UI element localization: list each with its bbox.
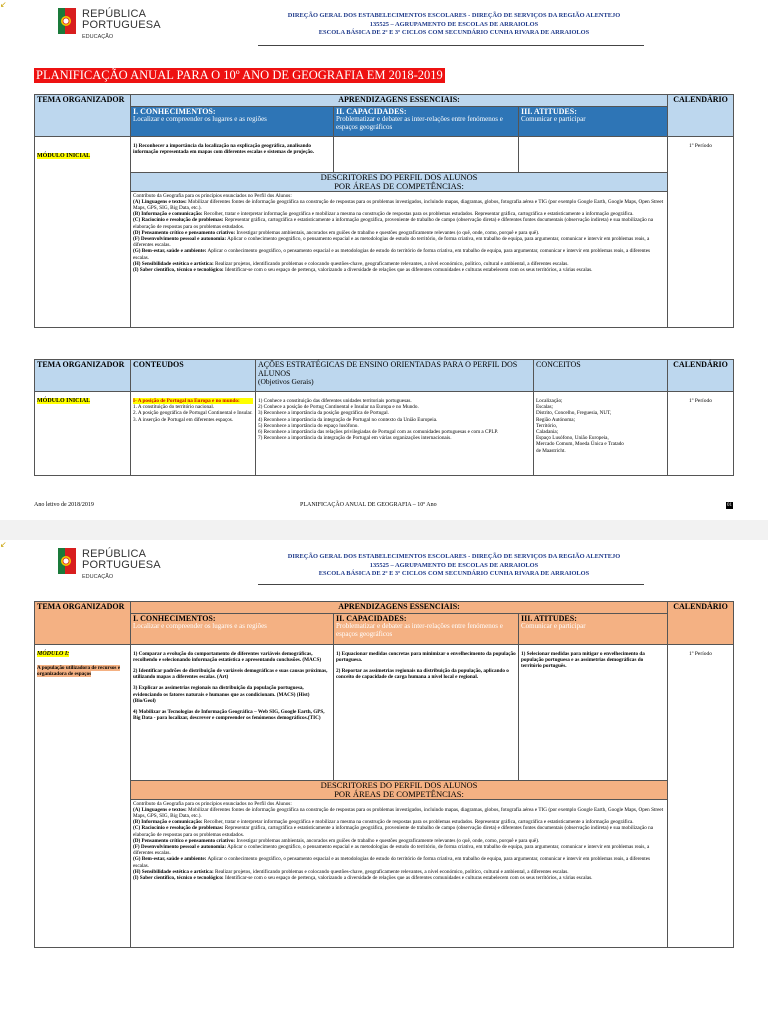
- descritor-g-text: Aplicar o conhecimento geográfico, o pensamento espacial e as metodologias de estudo do território de forma criativa, em trabalho de equipa, para argumentar, comunicar e intervir em problemas reais, a diferentes escalas.: [133, 856, 651, 869]
- descritores-header: [131, 172, 668, 191]
- document-page-2: [0, 540, 768, 1024]
- periodo-cell: 1º Período: [668, 644, 734, 947]
- conteudos-cell: [131, 392, 256, 476]
- conhecimentos-sub: Localizar e compreender os lugares e as regiões: [133, 622, 267, 630]
- modulo-desc-wrap: [37, 665, 128, 677]
- conceitos-header: CONCEITOS: [534, 360, 668, 392]
- descritor-c-text: Representar gráfica, cartográfica e estatisticamente a informação geográfica, proveniente de trabalho de campo (observação direta) e diferentes fontes documentais (observação indireta) e sua mobilização na elaboração de respostas para os problemas estudados.: [133, 825, 654, 838]
- descritor-f-label: (F) Desenvolvimento pessoal e autonomia:: [133, 235, 227, 242]
- capacidades-cell: [334, 644, 519, 780]
- republica-portuguesa-logo: [58, 8, 178, 42]
- periodo-cell: 1º Período: [668, 136, 734, 327]
- corner-marker-icon: ↙: [0, 540, 7, 549]
- logo-line-1: REPÚBLICA: [82, 548, 147, 560]
- tema-header: TEMA ORGANIZADOR: [35, 602, 131, 645]
- conceito-item: Distrito, Concelho, Freguesia, NUT,: [536, 410, 612, 417]
- descritor-f: [133, 844, 665, 856]
- descritor-a-label: (A) Linguagens e textos:: [133, 806, 187, 813]
- document-title: PLANIFICAÇÃO ANUAL PARA O 10º ANO DE GEOGRAFIA EM 2018-2019: [36, 68, 443, 82]
- descritor-b-text: Recolher, tratar e interpretar informação geográfica e mobilizar a mesma na construção de respostas para os problemas estudados. Representar gráfica, cartográfica e estatisticamente a informação geográfica.: [202, 211, 634, 218]
- descritores-body: [131, 191, 668, 327]
- aprendizagens-table-2: [34, 601, 734, 948]
- conceito-item: Território,: [536, 422, 558, 429]
- conhecimentos-header: [131, 613, 334, 644]
- conceito-item: Espaço Lusófono, União Europeia,: [536, 435, 609, 442]
- conhecimentos-label: I. CONHECIMENTOS:: [133, 106, 216, 116]
- conhecimentos-label: I. CONHECIMENTOS:: [133, 613, 216, 623]
- atitudes-label: III. ATITUDES:: [521, 613, 577, 623]
- modulo-cell: [35, 136, 131, 327]
- page-number: 01: [727, 503, 732, 508]
- acao-item: 6) Reconhece a importância das relações privilegiadas de Portugal com as comunidades portuguesas e com a CPLP.: [258, 429, 499, 436]
- capacidades-header: [334, 106, 519, 136]
- atitudes-cell: 1) Selecionar medidas para mitigar o envelhecimento da população portuguesa e as assimetrias demográficas do território português.: [519, 644, 668, 780]
- tema-header: TEMA ORGANIZADOR: [35, 95, 131, 137]
- conteudo-item-3: 3. A inserção de Portugal em diferentes espaços.: [133, 416, 234, 423]
- descritor-f-text: Aplicar o conhecimento geográfico, o pensamento espacial e as metodologias de estudo do território, de forma criativa, em trabalho de equipa, para argumentar, comunicar e intervir em problemas reais, a diferentes escalas.: [133, 235, 650, 249]
- atitudes-header: [519, 106, 668, 136]
- conceito-item: Mercado Comum, Moeda Única e Tratado: [536, 441, 624, 448]
- conceitos-cell: [534, 392, 668, 476]
- capacidade-item: 1) Equacionar medidas concretas para minimizar o envelhecimento da população portuguesa.: [336, 650, 516, 663]
- descritor-b-text: Recolher, tratar e interpretar informação geográfica e mobilizar a mesma na construção de respostas para os problemas estudados. Representar gráfica, cartográfica e estatisticamente a informação geográfica.: [202, 819, 634, 826]
- conhecimento-item: 4) Mobilizar as Tecnologias de Informação Geográfica – Web SIG, Google Earth, GPS, Big Data - para localizar, descrever e compreender os fenómenos demográficos.(TIC): [133, 708, 325, 722]
- aprendizagens-table: [34, 94, 734, 328]
- descritor-g-label: (G) Bem-estar, saúde e ambiente:: [133, 248, 207, 255]
- calendario-header-2: CALENDÁRIO: [668, 360, 734, 392]
- acao-item: 7) Reconhece a importância da integração de Portugal em várias organizações internacionais.: [258, 435, 452, 442]
- descritor-c: [133, 825, 665, 837]
- modulo-label: MÓDULO I:: [37, 650, 70, 657]
- descritor-h-label: (H) Sensibilidade estética e artística:: [133, 260, 214, 267]
- conhecimentos-header: [131, 106, 334, 136]
- conhecimento-item: 2) Identificar padrões de distribuição de variáveis demográficas e suas causas próximas, utilizando mapas a diferentes escalas. (Art): [133, 667, 328, 681]
- descritor-d-text: Investigar problemas ambientais, ancorados em guiões de trabalho e questões geograficamente relevantes (o quê, onde, como, porquê e para quê).: [235, 229, 540, 236]
- descritor-d-label: (D) Pensamento crítico e pensamento criativo:: [133, 229, 236, 236]
- conceito-item: Localização;: [536, 398, 563, 404]
- conhecimento-cell: 1) Reconhecer a importância da localização na explicação geográfica, analisando informação representada em mapas com diferentes escalas e sistemas de projeção.: [131, 136, 334, 172]
- descritor-g: [133, 248, 665, 260]
- acao-item: 5) Reconhece a importância do espaço lusófono.: [258, 422, 359, 429]
- logo-line-2: PORTUGUESA: [82, 19, 161, 31]
- descritor-c-text: Representar gráfica, cartográfica e estatisticamente a informação geográfica, proveniente de trabalho de campo (observação direta) e diferentes fontes documentais (observação indireta) e sua mobilização na elaboração de respostas para os problemas estudados.: [133, 217, 654, 230]
- descritor-f-text: Aplicar o conhecimento geográfico, o pensamento espacial e as metodologias de estudo do território, de forma criativa, em trabalho de equipa, para argumentar, comunicar e intervir em problemas reais, a diferentes escalas.: [133, 843, 650, 857]
- conceito-item: Caladania;: [536, 429, 559, 436]
- republica-portuguesa-logo: [58, 548, 178, 582]
- capacidade-item: 2) Reportar as assimetrias regionais na distribuição da população, aplicando o conceito de capacidade de carga humana a nível local e regional.: [336, 667, 509, 681]
- capacidades-sub: Problematizar e debater as inter-relações entre fenómenos e espaços geográficos: [336, 115, 503, 131]
- descritor-c: [133, 217, 665, 229]
- descritor-i-label: (I) Saber científico, técnico e tecnológico:: [133, 266, 224, 273]
- acao-item: 2) Conhece a posição de Portug Continental e Insular na Europa e no Mundo.: [258, 404, 419, 411]
- page-gap: [0, 520, 768, 540]
- atitudes-sub: Comunicar e participar: [521, 115, 586, 123]
- conhecimento-item: 3) Explicar as assimetrias regionais na distribuição da população portuguesa, evidenciando os fatores naturais e humanos que as condicionam. (MACS) (Hist) (Bio/Geol): [133, 685, 310, 704]
- acoes-label: AÇÕES ESTRATÉGICAS DE ENSINO ORIENTADAS PARA O PERFIL DOS ALUNOS: [258, 360, 518, 378]
- header-rule: [258, 584, 644, 585]
- capacidades-sub: Problematizar e debater as inter-relações entre fenómenos e espaços geográficos: [336, 622, 503, 638]
- atitudes-header: [519, 613, 668, 644]
- atitudes-label: III. ATITUDES:: [521, 106, 577, 116]
- descritor-a-text: Mobilizar diferentes fontes de informação geográfica na construção de respostas para os problemas investigados, incluindo mapas, diagramas, globos, fotografia aérea e TIG (por exemplo Google Earth, Google Maps, Open Street Maps, GPS, SIG, Big Data, etc.).: [133, 198, 664, 211]
- conhecimentos-sub: Localizar e compreender os lugares e as regiões: [133, 115, 267, 123]
- header-rule: [258, 45, 644, 46]
- descritor-c-label: (C) Raciocínio e resolução de problemas:: [133, 825, 224, 832]
- conteudos-table: [34, 359, 734, 476]
- acao-item: 4) Reconhece a importância da integração de Portugal no contexto da União Europeia.: [258, 416, 438, 423]
- capacidade-cell: [334, 136, 519, 172]
- conteudos-header: CONTEUDOS: [131, 360, 256, 392]
- header-line-1: DIREÇÃO GERAL DOS ESTABELECIMENTOS ESCOLARES - DIREÇÃO DE SERVIÇOS DA REGIÃO ALENTEJO: [287, 12, 621, 19]
- modulo-desc: A população utilizadora de recursos e organizadora de espaços: [37, 664, 121, 677]
- capacidades-label: II. CAPACIDADES:: [336, 106, 407, 116]
- acao-item: 3) Reconhece a importância da posição geográfica de Portugal.: [258, 410, 389, 417]
- conceito-item: de Maastricht.: [536, 447, 566, 454]
- acoes-header: [256, 360, 534, 392]
- acao-item: 1) Conhece a constituição das diferentes unidades territoriais portuguesas.: [258, 398, 412, 404]
- header-line-1: DIREÇÃO GERAL DOS ESTABELECIMENTOS ESCOLARES - DIREÇÃO DE SERVIÇOS DA REGIÃO ALENTEJO: [287, 553, 621, 560]
- atitudes-sub: Comunicar e participar: [521, 622, 586, 630]
- calendario-header: CALENDÁRIO: [668, 95, 734, 137]
- descritor-g-text: Aplicar o conhecimento geográfico, o pensamento espacial e as metodologias de estudo do território de forma criativa, em trabalho de equipa, para argumentar, comunicar e intervir em problemas reais, a diferentes escalas.: [133, 248, 651, 261]
- descritor-c-label: (C) Raciocínio e resolução de problemas:: [133, 217, 224, 224]
- descritor-i-text: Identificar-se com o seu espaço de pertença, valorizando a diversidade de relações que as diferentes comunidades e culturas estabelecem com os seus territórios, a várias escalas.: [223, 266, 593, 273]
- descritor-i-text: Identificar-se com o seu espaço de pertença, valorizando a diversidade de relações que as diferentes comunidades e culturas estabelecem com os seus territórios, a várias escalas.: [223, 874, 593, 881]
- objetivos-label: (Objetivos Gerais): [258, 377, 314, 386]
- descritor-i: [133, 875, 665, 881]
- header-line-2: 135525 – AGRUPAMENTO DE ESCOLAS DE ARRAIOLOS: [369, 20, 539, 28]
- periodo-cell-2: 1º Período: [668, 392, 734, 476]
- descritores-intro: Contributo da Geografia para os princípios enunciados no Perfil dos Alunos:: [133, 800, 292, 807]
- modulo-label-2: MÓDULO INICIAL: [37, 398, 91, 404]
- logo-line-2: PORTUGUESA: [82, 559, 161, 571]
- conteudo-item-1: 1. A constituição do território nacional.: [133, 404, 215, 411]
- conceito-item: Escalas;: [536, 404, 553, 411]
- descritor-b-label: (B) Informação e comunicação:: [133, 211, 203, 218]
- header-line-3: ESCOLA BÁSICA DE 2º E 3º CICLOS COM SECUNDÁRIO CUNHA RIVARA DE ARRAIOLOS: [318, 29, 590, 36]
- portugal-emblem-icon: [58, 548, 76, 574]
- descritor-b-label: (B) Informação e comunicação:: [133, 819, 203, 826]
- descritores-title-2: POR ÁREAS DE COMPETÊNCIAS:: [334, 788, 464, 799]
- descritor-f-label: (F) Desenvolvimento pessoal e autonomia:: [133, 843, 227, 850]
- descritor-a: [133, 199, 665, 211]
- descritor-g-label: (G) Bem-estar, saúde e ambiente:: [133, 856, 207, 863]
- descritor-d-label: (D) Pensamento crítico e pensamento criativo:: [133, 837, 236, 844]
- conhecimentos-cell: [131, 644, 334, 780]
- capacidades-header: [334, 613, 519, 644]
- corner-marker-icon: ↙: [0, 0, 7, 9]
- header-line-3: ESCOLA BÁSICA DE 2º E 3º CICLOS COM SECUNDÁRIO CUNHA RIVARA DE ARRAIOLOS: [318, 570, 590, 577]
- conceito-item: Região Autónoma;: [536, 416, 576, 423]
- tema-header-2: TEMA ORGANIZADOR: [35, 360, 131, 392]
- descritor-a: [133, 807, 665, 819]
- logo-line-3: EDUCAÇÃO: [82, 574, 114, 580]
- descritor-d-text: Investigar problemas ambientais, ancorados em guiões de trabalho e questões geograficamente relevantes (o quê, onde, como, porquê e para quê).: [235, 837, 540, 844]
- aprendizagens-header: APRENDIZAGENS ESSENCIAIS:: [131, 602, 668, 614]
- acoes-cell: [256, 392, 534, 476]
- footer-title: PLANIFICAÇÃO ANUAL DE GEOGRAFIA – 10º Ano: [300, 502, 437, 508]
- modulo-cell: [35, 644, 131, 947]
- capacidades-label: II. CAPACIDADES:: [336, 613, 407, 623]
- descritor-a-text: Mobilizar diferentes fontes de informação geográfica na construção de respostas para os problemas investigados, incluindo mapas, diagramas, globos, fotografia aérea e TIG (por exemplo Google Earth, Google Maps, Open Street Maps, GPS, SIG, Big Data, etc.).: [133, 806, 664, 819]
- modulo-cell-2: [35, 392, 131, 476]
- conteudo-item-2: 2. A posição geográfica de Portugal Continental e Insular.: [133, 410, 253, 417]
- logo-line-1: REPÚBLICA: [82, 8, 147, 20]
- descritor-a-label: (A) Linguagens e textos:: [133, 198, 187, 205]
- conhecimento-item: 1) Comparar a evolução do comportamento de diferentes variáveis demográficas, recolhendo e selecionando informação estatística e apresentando conclusões. (MACS): [133, 650, 322, 663]
- modulo-label: MÓDULO INICIAL: [37, 152, 91, 159]
- descritor-f: [133, 236, 665, 248]
- portugal-emblem-icon: [58, 8, 76, 34]
- calendario-header: CALENDÁRIO: [668, 602, 734, 645]
- atitude-cell: [519, 136, 668, 172]
- descritores-header: [131, 780, 668, 799]
- logo-line-3: EDUCAÇÃO: [82, 34, 114, 40]
- descritores-title-2: POR ÁREAS DE COMPETÊNCIAS:: [334, 180, 464, 191]
- descritor-h-text: Realizar projetos, identificando problemas e colocando questões-chave, geograficamente relevantes, a nível económico, político, cultural e ambiental, a diferentes escalas.: [213, 260, 569, 267]
- aprendizagens-header: APRENDIZAGENS ESSENCIAIS:: [131, 95, 668, 107]
- descritores-title: DESCRITORES DO PERFIL DOS ALUNOS: [320, 171, 478, 182]
- descritor-h-text: Realizar projetos, identificando problemas e colocando questões-chave, geograficamente relevantes, a nível económico, político, cultural e ambiental, a diferentes escalas.: [213, 868, 569, 875]
- descritor-g: [133, 856, 665, 868]
- header-line-2: 135525 – AGRUPAMENTO DE ESCOLAS DE ARRAIOLOS: [369, 561, 539, 569]
- descritores-body: [131, 799, 668, 947]
- descritor-i-label: (I) Saber científico, técnico e tecnológico:: [133, 874, 224, 881]
- conteudo-title: I- A posição de Portugal na Europa e no mundo:: [133, 398, 253, 404]
- descritores-intro: Contributo da Geografia para os princípios enunciados no Perfil dos Alunos:: [133, 192, 292, 199]
- descritores-title: DESCRITORES DO PERFIL DOS ALUNOS: [320, 779, 478, 790]
- footer-year: Ano letivo de 2018/2019: [34, 502, 94, 508]
- descritor-i: [133, 267, 665, 273]
- descritor-h-label: (H) Sensibilidade estética e artística:: [133, 868, 214, 875]
